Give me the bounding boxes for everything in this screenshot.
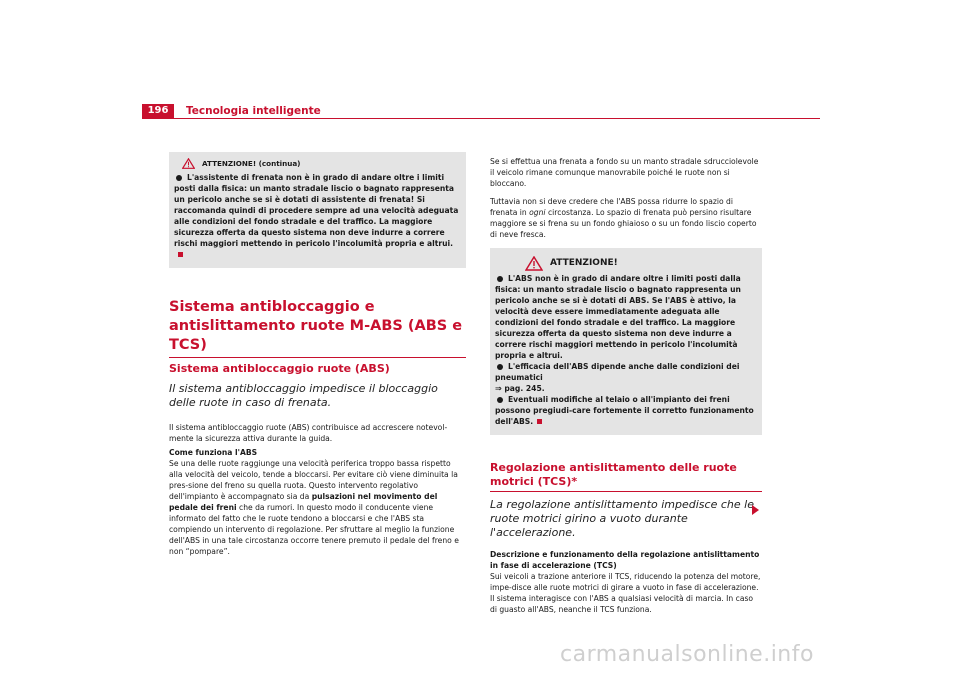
section-underline — [169, 357, 466, 358]
subheading: Come funziona l'ABS — [169, 448, 258, 457]
warning-item: L'efficacia dell'ABS dipende anche dalle condizioni dei pneumatici ⇒ pag. 245. — [495, 362, 740, 393]
page-number: 196 — [142, 104, 174, 118]
subsection-title: Sistema antibloccaggio ruote (ABS) — [169, 362, 390, 375]
section-underline — [490, 491, 762, 492]
paragraph: Se una delle ruote raggiunge una velocità periferica troppo bassa rispetto alla velocità del veicolo, tende a bloccarsi. Per evitare ciò viene diminuita la pres-sione del freno su quella ruota. Questo intervento regolativo dell'impianto è accompagnato sia da pulsazioni nel movimento del pedale dei freni che da rumori. In questo modo il conducente viene informato del fatto che le ruote tendono a bloccarsi e che l'ABS sta compiendo un intervento di regolazione. Per sfruttare al meglio la funzione dell'ABS in una tale circostanza occorre tenere premuto il pedale del freno e non “pompare”. — [169, 459, 459, 556]
watermark: carmanualsonline.info — [560, 642, 814, 667]
bullet-icon — [497, 364, 503, 370]
paragraph: Sui veicoli a trazione anteriore il TCS, riducendo la potenza del motore, impe-disce alle ruote motrici di girare a vuoto in fase di accelerazione. Il sistema interagisce con l'ABS a qualsiasi velocità di marcia. In caso di guasto all'ABS, neanche il TCS funziona. — [490, 572, 761, 614]
subheading: Descrizione e funzionamento della regolazione antislittamento in fase di accelerazione (TCS) — [490, 550, 760, 570]
section-title: Regolazione antislittamento delle ruote motrici (TCS)* — [490, 461, 737, 488]
paragraph: Il sistema antibloccaggio ruote (ABS) contribuisce ad accrescere notevol-mente la sicurezza attiva durante la guida. — [169, 423, 448, 443]
right-column — [490, 152, 762, 615]
warning-triangle-icon — [182, 158, 195, 169]
warning-item: L'ABS non è in grado di andare oltre i limiti posti dalla fisica: un manto stradale liscio o bagnato rappresenta un pericolo anche se si è dotati di ABS. Se l'ABS è attivo, la velocità deve essere immediatamente adeguata alle condizioni del fondo stradale e del traffico. La maggiore sicurezza offerta da questo sistema non deve indurre a correre rischi maggiori mettendo in pericolo l'incolumità propria e altrui. — [495, 274, 741, 360]
running-head: Tecnologia intelligente — [186, 105, 321, 117]
warning-item: Eventuali modifiche al telaio o all'impianto dei freni possono pregiudi-care fortemente il corretto funzionamento dell'ABS. — [495, 395, 754, 426]
end-square-icon — [178, 252, 183, 257]
warning-box — [490, 248, 762, 435]
intro-text: Il sistema antibloccaggio impedisce il bloccaggio delle ruote in caso di frenata. — [169, 382, 438, 409]
warning-box-continued — [169, 152, 466, 268]
paragraph: Se si effettua una frenata a fondo su un manto stradale sdrucciolevole il veicolo rimane comunque manovrabile poiché le ruote non si bloccano. — [490, 157, 759, 188]
end-square-icon — [537, 419, 542, 424]
bullet-icon — [497, 276, 503, 282]
warning-item: L'assistente di frenata non è in grado di andare oltre i limiti posti dalla fisica: un manto stradale liscio o bagnato rappresenta un pericolo anche se si è dotati di assistente di frenata! Si raccomanda quindi di procedere sempre ad una velocità adeguata alle condizioni del fondo stradale e del traffico. La maggiore sicurezza offerta da questo sistema non deve indurre a correre rischi maggiori mettendo in pericolo l'incolumità propria e altrui. — [174, 172, 460, 260]
section-title: Sistema antibloccaggio e antislittamento ruote M-ABS (ABS e TCS) — [169, 299, 463, 353]
paragraph: Tuttavia non si deve credere che l'ABS possa ridurre lo spazio di frenata in ogni circostanza. Lo spazio di frenata può persino risultare maggiore se si frena su un fondo ghiaioso o su un fondo liscio coperto di neve fresca. — [490, 197, 757, 239]
bullet-icon — [497, 397, 503, 403]
intro-text: La regolazione antislittamento impedisce che le ruote motrici girino a vuoto durante l'accelerazione. — [490, 498, 754, 539]
warning-triangle-icon — [525, 256, 543, 271]
page-ref-link[interactable]: pag. 245. — [504, 384, 545, 393]
left-column — [169, 152, 466, 557]
header-rule — [142, 118, 820, 119]
warning-title: ATTENZIONE! (continua) — [182, 158, 460, 169]
next-page-arrow-icon — [752, 505, 759, 515]
arrow-icon: ⇒ — [495, 384, 502, 393]
bullet-icon — [176, 175, 182, 181]
warning-title: ATTENZIONE! — [525, 256, 756, 271]
